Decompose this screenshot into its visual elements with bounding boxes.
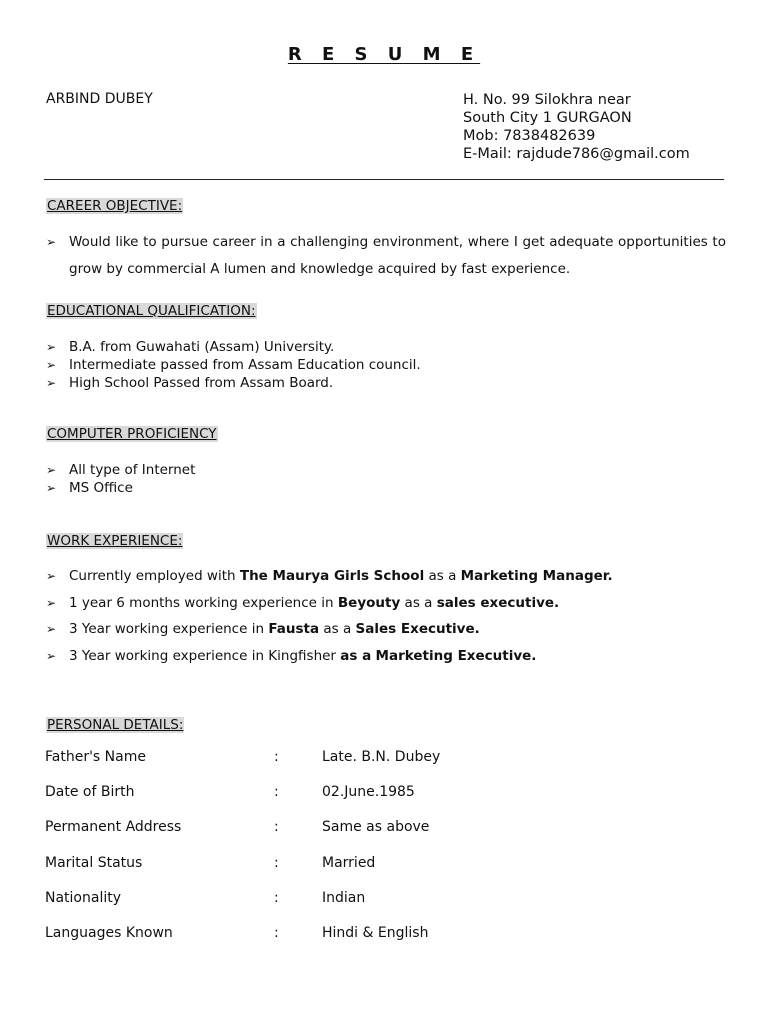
computer-skills-list xyxy=(46,461,195,497)
detail-value: Same as above xyxy=(322,819,430,836)
list-item: ➢ Intermediate passed from Assam Education council. xyxy=(46,357,421,373)
detail-label: Marital Status xyxy=(45,854,143,871)
detail-label: Nationality xyxy=(45,889,122,906)
bullet-arrow-icon: ➢ xyxy=(46,340,57,354)
personal-details-table xyxy=(45,749,725,960)
career-objective-text: Would like to pursue career in a challenging environment, where I get adequate opportunities to grow by commercial A lumen and knowledge acquired by fast experience. xyxy=(69,234,726,277)
mobile-number: Mob: 7838482639 xyxy=(463,128,596,144)
list-item: ➢ 3 Year working experience in Kingfisher as a Marketing Executive. xyxy=(46,643,613,670)
list-item: ➢ 1 year 6 months working experience in Beyouty as a sales executive. xyxy=(46,590,613,617)
list-item: ➢ All type of Internet xyxy=(46,462,196,478)
header-divider xyxy=(44,179,724,180)
list-item: ➢ High School Passed from Assam Board. xyxy=(46,375,334,391)
bullet-arrow-icon: ➢ xyxy=(46,595,57,610)
bullet-arrow-icon: ➢ xyxy=(46,358,57,372)
work-experience-list xyxy=(46,563,613,669)
education-list xyxy=(46,338,421,392)
contact-block xyxy=(463,91,690,163)
career-objective xyxy=(46,229,726,283)
detail-value: Late. B.N. Dubey xyxy=(322,749,441,765)
table-row xyxy=(45,925,725,960)
table-row xyxy=(45,784,725,819)
list-item: ➢ Currently employed with The Maurya Girls School as a Marketing Manager. xyxy=(46,563,613,590)
address-line-1: H. No. 99 Silokhra near xyxy=(463,92,631,108)
education-heading: EDUCATIONAL QUALIFICATION: xyxy=(47,303,256,319)
applicant-name: ARBIND DUBEY xyxy=(46,91,153,107)
resume-title: R E S U M E xyxy=(287,44,481,65)
detail-label: Date of Birth xyxy=(45,784,135,801)
table-row xyxy=(45,819,725,854)
career-objective-heading: CAREER OBJECTIVE: xyxy=(47,198,183,214)
table-row xyxy=(45,855,725,890)
detail-separator: : xyxy=(274,889,279,906)
detail-label: Father's Name xyxy=(45,749,146,765)
bullet-arrow-icon: ➢ xyxy=(46,463,57,477)
bullet-arrow-icon: ➢ xyxy=(46,622,57,636)
bullet-arrow-icon: ➢ xyxy=(46,376,57,390)
email-address: E-Mail: rajdude786@gmail.com xyxy=(463,146,690,162)
detail-label: Languages Known xyxy=(45,924,173,941)
detail-value: Married xyxy=(322,854,376,871)
table-row xyxy=(45,890,725,925)
bullet-arrow-icon: ➢ xyxy=(46,569,57,583)
detail-value: Indian xyxy=(322,889,366,906)
detail-value: Hindi & English xyxy=(322,924,429,941)
detail-separator: : xyxy=(274,749,279,765)
bullet-arrow-icon: ➢ xyxy=(46,481,57,495)
list-item: ➢ B.A. from Guwahati (Assam) University. xyxy=(46,339,335,355)
detail-separator: : xyxy=(274,784,279,801)
list-item: ➢ 3 Year working experience in Fausta as a Sales Executive. xyxy=(46,616,613,643)
detail-separator: : xyxy=(274,854,279,871)
detail-value: 02.June.1985 xyxy=(322,784,415,801)
work-experience-heading: WORK EXPERIENCE: xyxy=(47,533,183,549)
table-row xyxy=(45,749,725,784)
personal-details-heading: PERSONAL DETAILS: xyxy=(47,717,184,733)
computer-proficiency-heading: COMPUTER PROFICIENCY xyxy=(47,426,217,442)
detail-separator: : xyxy=(274,819,279,836)
bullet-arrow-icon: ➢ xyxy=(46,648,57,663)
list-item: ➢ MS Office xyxy=(46,480,133,496)
detail-separator: : xyxy=(274,924,279,941)
detail-label: Permanent Address xyxy=(45,819,182,836)
bullet-arrow-icon: ➢ xyxy=(46,235,57,249)
address-line-2: South City 1 GURGAON xyxy=(463,110,632,126)
